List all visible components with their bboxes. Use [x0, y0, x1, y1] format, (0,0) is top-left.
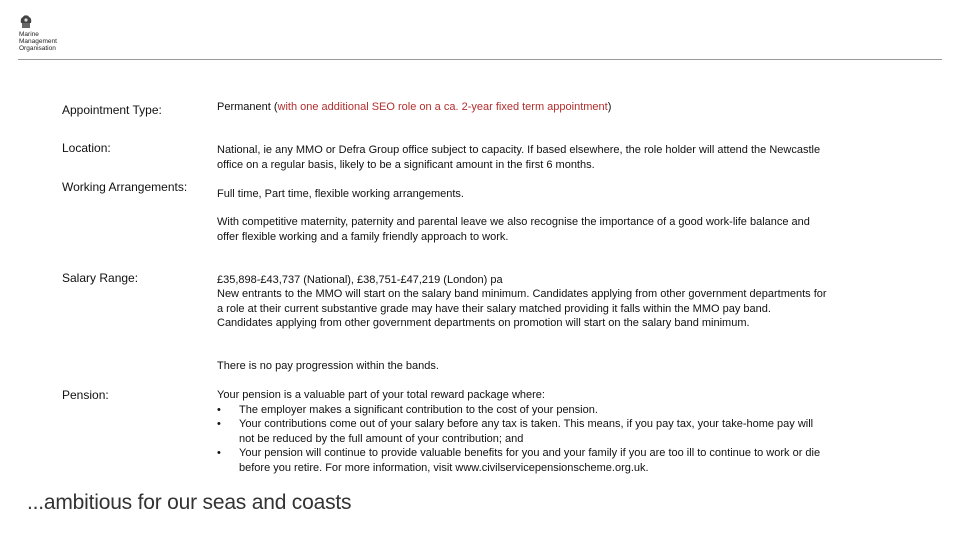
appointment-type-text-end: ): [607, 101, 612, 113]
salary-range-value: £35,898-£43,737 (National), £38,751-£47,219 (London) pa: [217, 274, 503, 286]
pension-intro: Your pension is a valuable part of your total reward package where:: [217, 389, 545, 401]
bullet-icon: •: [217, 403, 221, 416]
pension-bullet: [217, 446, 829, 475]
pension-bullet-text: The employer makes a significant contribution to the cost of your pension.: [239, 403, 598, 416]
header-divider: [18, 59, 942, 60]
pension-bullet: [217, 403, 829, 418]
appointment-type-value: [217, 100, 829, 115]
tagline: ...ambitious for our seas and coasts: [27, 491, 352, 514]
logo-text-line: Marine: [19, 31, 39, 38]
pension-bullet-list: [217, 403, 829, 476]
location-label: Location:: [62, 141, 111, 155]
working-arrangements-value: Full time, Part time, flexible working arrangements.: [217, 188, 464, 200]
appointment-type-label: Appointment Type:: [62, 103, 162, 117]
salary-range-detail: New entrants to the MMO will start on the salary band minimum. Candidates applying from other government departments for a role at their current substantive grade may have their salary matched providing it falls within the MMO pay band. Candidates applying from other government departments on promotion will start on the salary band minimum.: [217, 288, 827, 329]
royal-crest-icon: [18, 14, 34, 29]
working-arrangements-label: Working Arrangements:: [62, 180, 188, 194]
bullet-icon: •: [217, 418, 221, 430]
pension-label: Pension:: [62, 388, 109, 402]
bullet-icon: •: [217, 447, 221, 459]
pension-bullet-text: Your contributions come out of your salary before any tax is taken. This means, if you pay tax, your take-home pay will not be reduced by the full amount of your contribution; and: [239, 418, 814, 445]
appointment-type-text: Permanent (: [217, 101, 278, 113]
logo-text-line: Organisation: [19, 45, 56, 52]
pension-value: [217, 388, 829, 475]
pension-bullet: [217, 417, 829, 446]
pension-bullet-text: Your pension will continue to provide valuable benefits for you and your family if you are too ill to continue to work or die before you retire. For more information, visit www.civilservicepensionscheme.org.uk.: [239, 447, 821, 474]
salary-range-label: Salary Range:: [62, 271, 139, 285]
salary-range-note: There is no pay progression within the bands.: [217, 360, 439, 372]
logo-text-line: Management: [19, 38, 57, 45]
working-arrangements-note: With competitive maternity, paternity and parental leave we also recognise the importance of a good work-life balance and offer flexible working and a family friendly approach to work.: [217, 216, 810, 243]
location-value: National, ie any MMO or Defra Group office subject to capacity. If based elsewhere, the role holder will attend the Newcastle office on a regular basis, likely to be a significant amount in the first 6 months.: [217, 144, 821, 171]
appointment-type-highlight: with one additional SEO role on a ca. 2-year fixed term appointment: [277, 101, 608, 113]
